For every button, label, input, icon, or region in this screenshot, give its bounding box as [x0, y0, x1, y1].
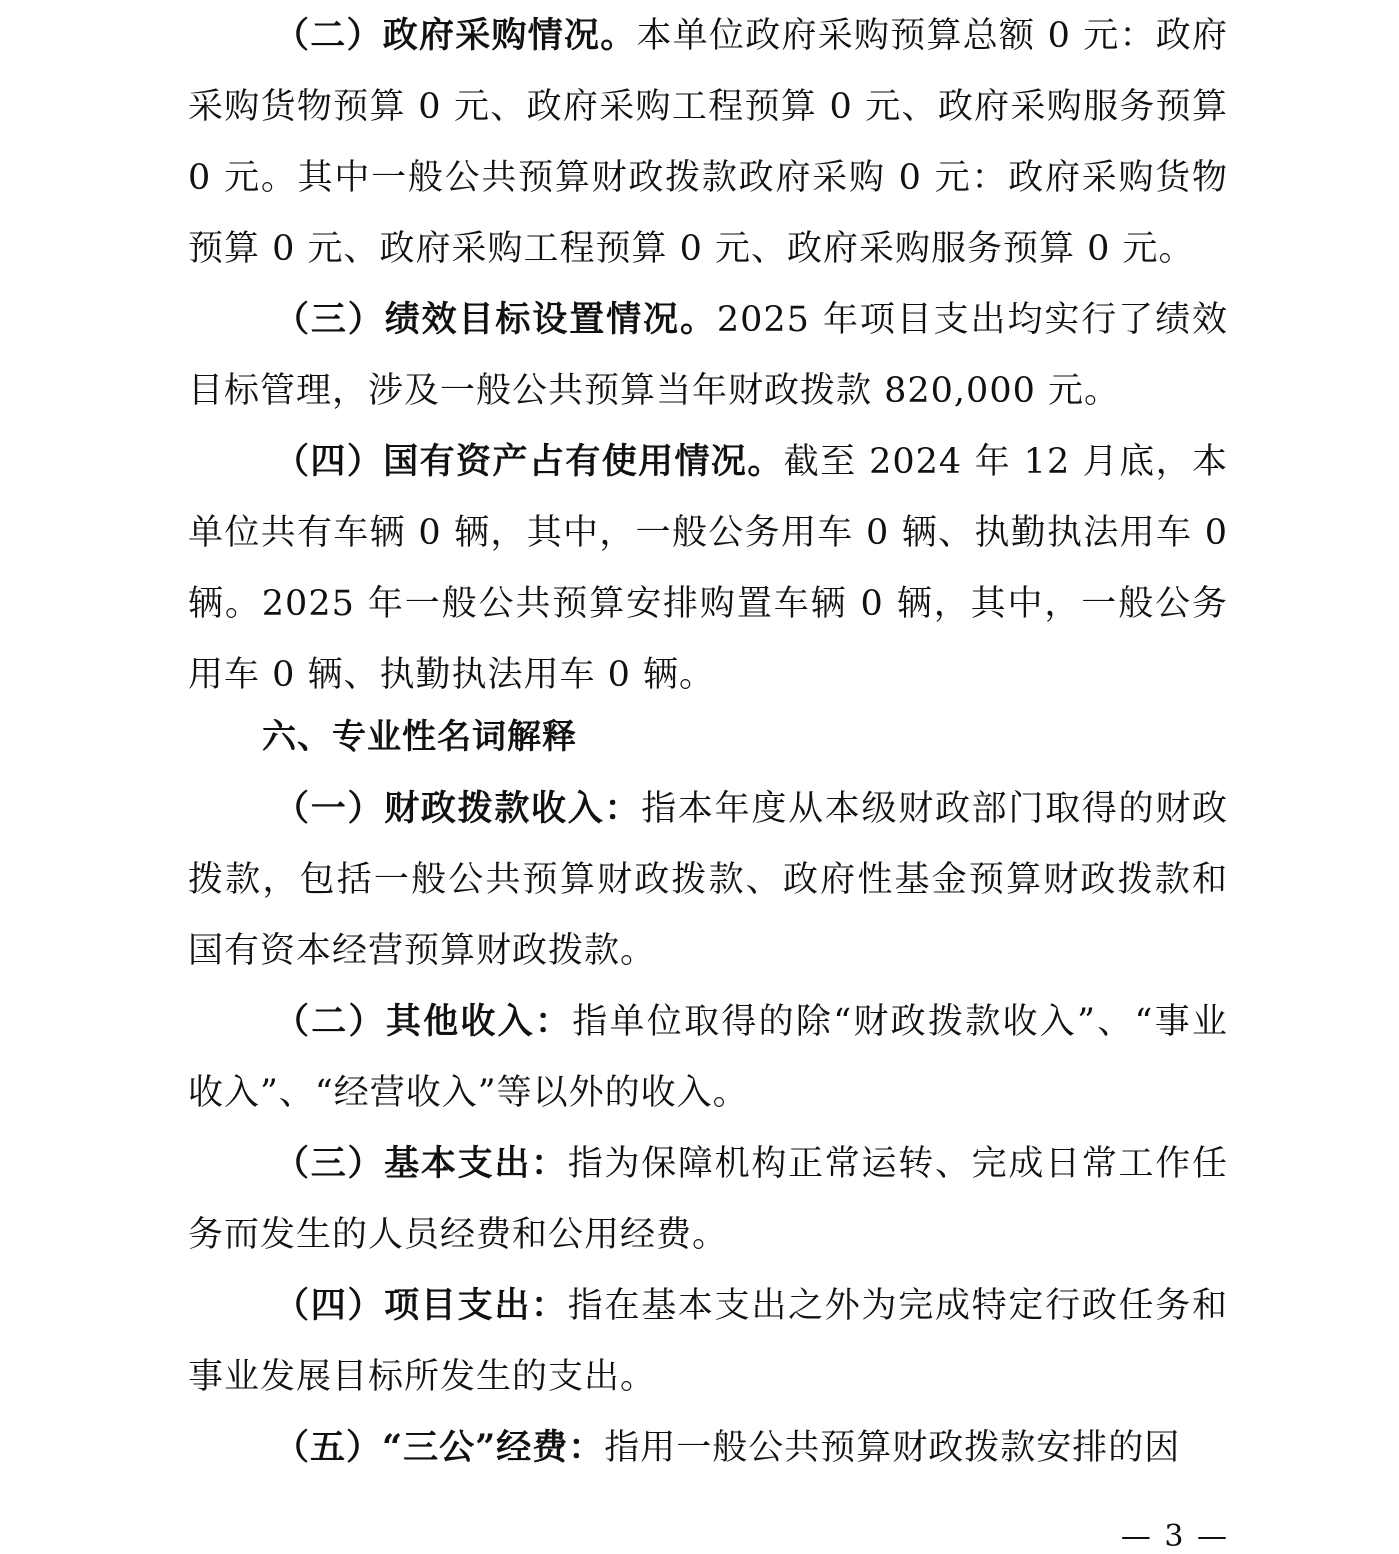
definition-text: 指为保障机构正常运转、完成日常工作任务而发生的人员经费和公用经费。 — [188, 1144, 1228, 1255]
definition-text: 指本年度从本级财政部门取得的财政拨款，包括一般公共预算财政拨款、政府性基金预算财政拨款和国有资本经营预算财政拨款。 — [188, 789, 1228, 971]
paragraph-body: 本单位政府采购预算总额 0 元：政府采购货物预算 0 元、政府采购工程预算 0 元、政府采购服务预算 0 元。其中一般公共预算财政拨款政府采购 0 元：政府采购货物预算 0 元、政府采购工程预算 0 元、政府采购服务预算 0 元。 — [188, 16, 1228, 269]
definition-text: 指在基本支出之外为完成特定行政任务和事业发展目标所发生的支出。 — [188, 1286, 1228, 1397]
paragraph-performance-targets — [188, 284, 1228, 427]
definition-term: （四）项目支出： — [274, 1285, 568, 1326]
page-number: — 3 — — [1120, 1519, 1229, 1554]
paragraph-body: 截至 2024 年 12 月底，本单位共有车辆 0 辆，其中，一般公务用车 0 辆、执勤执法用车 0 辆。2025 年一般公共预算安排购置车辆 0 辆，其中，一般公务用车 0 辆、执勤执法用车 0 辆。 — [188, 442, 1228, 695]
definition-other-income — [188, 986, 1228, 1129]
definition-term: （五）“三公”经费： — [274, 1427, 605, 1468]
definition-three-public — [188, 1412, 1228, 1484]
definition-term: （一）财政拨款收入： — [274, 788, 642, 829]
paragraph-body: 2025 年项目支出均实行了绩效目标管理，涉及一般公共预算当年财政拨款 820,000 元。 — [188, 300, 1228, 411]
paragraph-lead: （四）国有资产占有使用情况。 — [274, 441, 784, 482]
definition-fiscal-income — [188, 773, 1228, 987]
definition-project-expenditure — [188, 1270, 1228, 1413]
definition-term: （二）其他收入： — [274, 1001, 573, 1042]
paragraph-gov-procurement — [188, 0, 1228, 285]
definition-basic-expenditure — [188, 1128, 1228, 1271]
definition-term: （三）基本支出： — [274, 1143, 568, 1184]
section-heading: 六、专业性名词解释 — [262, 717, 577, 757]
definition-text: 指单位取得的除“财政拨款收入”、“事业收入”、“经营收入”等以外的收入。 — [188, 1002, 1228, 1113]
paragraph-lead: （三）绩效目标设置情况。 — [274, 299, 717, 340]
paragraph-lead: （二）政府采购情况。 — [274, 15, 637, 56]
paragraph-state-assets — [188, 426, 1228, 711]
definition-text: 指用一般公共预算财政拨款安排的因 — [604, 1428, 1181, 1468]
